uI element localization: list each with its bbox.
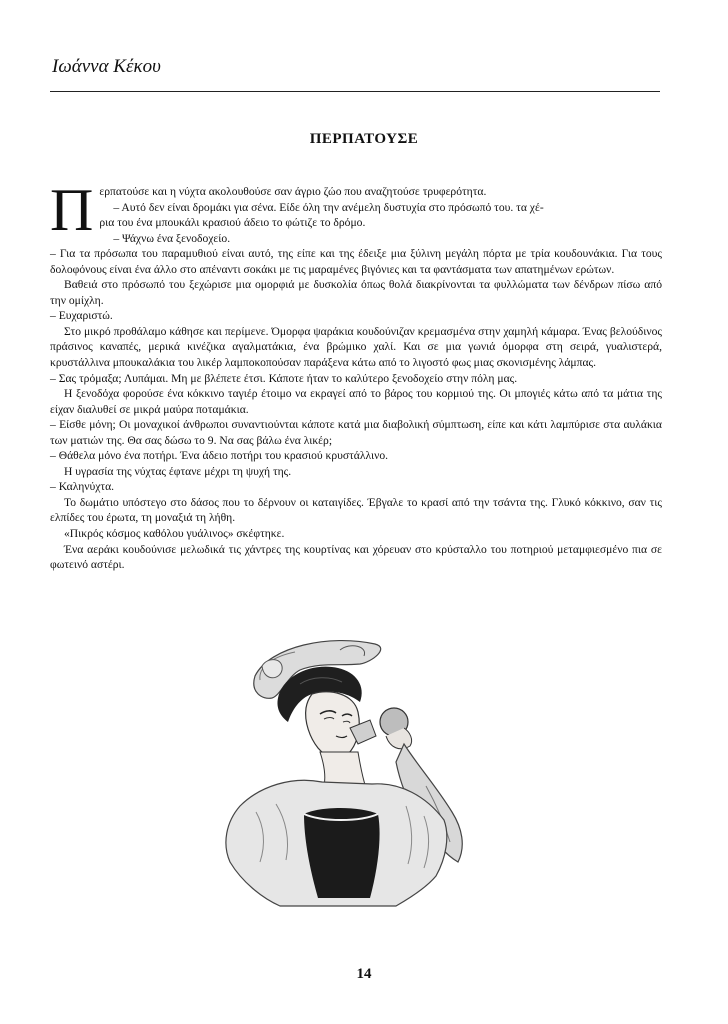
opening-line: ερπατούσε και η νύχτα ακολουθούσε σαν άγριο ζώο που αναζητούσε τρυφερότητα. xyxy=(99,185,487,198)
drop-cap: Π xyxy=(50,177,94,243)
paragraph: Το δωμάτιο υπόστεγο στο δάσος που το δέρνουν οι καταιγίδες. Έβγαλε το κρασί από την τσάντα της. Γλυκό κόκκινο, σαν τις ελπίδες του έρωτα, τη μοναξιά τη λήθη. xyxy=(50,495,662,525)
woman-drinking-illustration xyxy=(200,636,500,908)
paragraph: – Θάθελα μόνο ένα ποτήρι. Ένα άδειο ποτήρι του κρασιού κρυστάλλινο. xyxy=(50,449,389,463)
paragraph: Η ξενοδόχα φορούσε ένα κόκκινο ταγιέρ έτοιμο να εκραγεί από το βάρος του κορμιού της. Οι μπογιές κάτω από τα μάτια της είχαν διαλυθεί σε μικρά μαύρα ποταμάκια. xyxy=(50,387,662,416)
story-title: ΠΕΡΠΑΤΟΥΣΕ xyxy=(309,131,419,147)
opening-paragraph xyxy=(50,177,662,246)
opening-line: – Ψάχνω ένα ξενοδοχείο. xyxy=(113,231,231,245)
paragraph: Βαθειά στο πρόσωπό του ξεχώρισε μια ομορφιά με δυσκολία όπως θολά διακρίνονται τα φυλλώματα των δένδρων πίσω από την ομίχλη. xyxy=(50,278,662,307)
paragraph: Ένα αεράκι κουδούνισε μελωδικά τις χάντρες της κουρτίνας και χόρευαν στο κρύσταλλο του ποτηριού μεταμφιεσμένο πια σε φωτεινό αστέρι. xyxy=(50,542,662,572)
paragraph: – Ευχαριστώ. xyxy=(50,309,113,323)
story-body xyxy=(50,177,662,573)
paragraph: Η υγρασία της νύχτας έφτανε μέχρι τη ψυχή της. xyxy=(64,464,292,478)
paragraph: – Είσθε μόνη; Οι μοναχικοί άνθρωποι συναντιούνται κάποτε κατά μια διαβολική σύμπτωση, είπε και κάτι λαμπύρισε στα αυλάκια των ματιών της. Θα σας δώσω το 9. Να σας βάλω ένα λικέρ; xyxy=(50,418,662,447)
opening-line: ρια του ένα μπουκάλι κρασιού άδειο το φώτιζε το δρόμο. xyxy=(99,216,366,230)
paragraph: – Σας τρόμαξα; Λυπάμαι. Μη με βλέπετε έτσι. Κάποτε ήταν το καλύτερο ξενοδοχείο στην πόλη μας. xyxy=(50,371,518,385)
paragraph: – Για τα πρόσωπα του παραμυθιού είναι αυτό, της είπε και της έδειξε μια ξύλινη μεγάλη πόρτα με τρία κουδουνάκια. Για τους δολοφόνους είναι ένα άλλο στο απέναντι σοκάκι με τις μαραμένες βιγόνιες και τα φαντάσματα των απατημένων ερώτων. xyxy=(50,247,662,276)
header-divider xyxy=(50,91,660,92)
paragraph: «Πικρός κόσμος καθόλου γυάλινος» σκέφτηκε. xyxy=(64,527,285,541)
page-number: 14 xyxy=(356,966,372,982)
running-head-author: Ιωάννα Κέκου xyxy=(52,56,161,77)
paragraph: Στο μικρό προθάλαμο κάθησε και περίμενε. Όμορφα ψαράκια κουδούνιζαν κρεμασμένα στην χαμηλή κάμαρα. Ένας βελούδινος πράσινος καναπές, μερικά κινέζικα αγαλματάκια, ένα βρώμικο χαλί. Και σε μια γωνιά όμορφα στη σειρά, γυαλιστερά, κρυστάλλινα μπουκαλάκια του λικέρ λαμποκοπούσαν παράξενα κάτω από το λιγοστό φως μιας σκονισμένης λάμπας. xyxy=(50,324,662,370)
paragraph: – Καληνύχτα. xyxy=(50,480,115,494)
opening-line: – Αυτό δεν είναι δρομάκι για σένα. Είδε όλη την ανέμελη δυστυχία στο πρόσωπό του. τα χέ- xyxy=(113,200,544,214)
